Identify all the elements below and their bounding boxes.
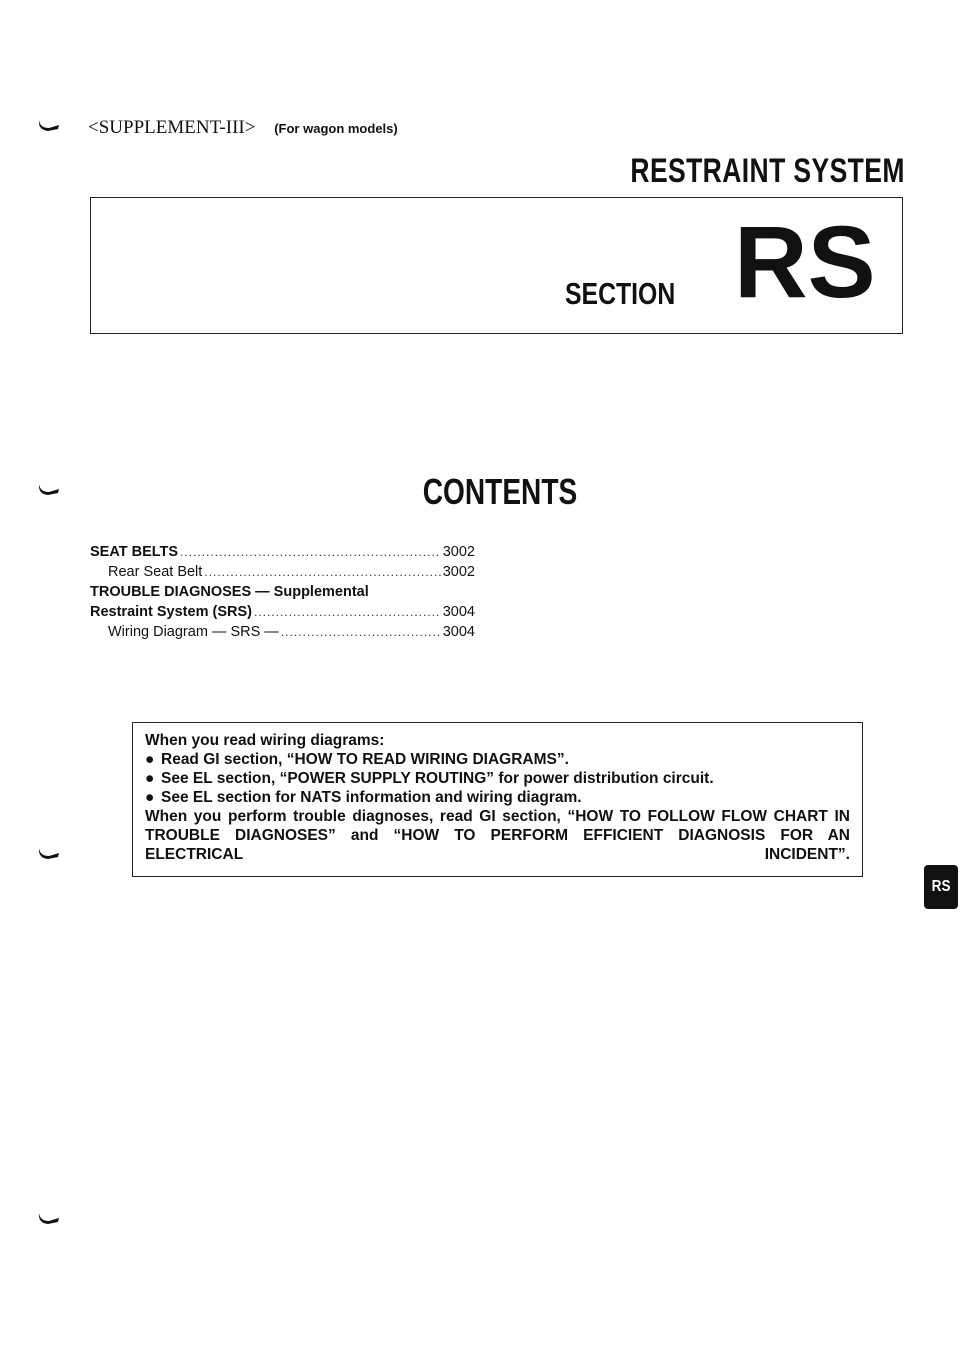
note-bullet-text: See EL section for NATS information and wiring diagram. — [161, 789, 582, 806]
toc-entry[interactable] — [90, 622, 475, 642]
binder-hook-mark — [38, 847, 60, 859]
toc-entry-title: Restraint System (SRS) — [90, 604, 252, 620]
supplement-header — [88, 117, 398, 139]
section-code: RS — [734, 205, 876, 319]
model-note: (For wagon models) — [274, 121, 398, 136]
binder-hook-mark — [38, 1212, 60, 1224]
toc-leader-dots — [281, 622, 441, 642]
note-paragraph: When you perform trouble diagnoses, read GI section, “HOW TO FOLLOW FLOW CHART IN TROUBLE DIAGNOSES” and “HOW TO PERFORM EFFICIENT DIAGNOSIS FOR AN ELECTRICAL INCIDENT”. — [145, 808, 850, 863]
bullet-icon: ● — [145, 751, 155, 768]
toc-entry-title: Wiring Diagram — SRS — — [108, 624, 279, 640]
toc-leader-dots — [254, 602, 441, 622]
toc-entry-page: 3002 — [442, 544, 475, 560]
bullet-icon: ● — [145, 770, 155, 787]
toc-entry-title: SEAT BELTS — [90, 544, 179, 560]
toc-entry-page: 3004 — [442, 604, 475, 620]
wiring-diagram-note-box — [132, 722, 863, 877]
toc-entry[interactable] — [90, 562, 475, 582]
toc-leader-dots — [204, 562, 440, 582]
section-tab-label: RS — [931, 878, 951, 895]
table-of-contents — [90, 542, 475, 642]
note-bullet — [145, 750, 850, 769]
note-bullet-text: See EL section, “POWER SUPPLY ROUTING” for power distribution circuit. — [161, 770, 714, 787]
toc-entry[interactable] — [90, 542, 475, 562]
section-word: SECTION — [565, 276, 676, 311]
toc-entry-title: Rear Seat Belt — [108, 564, 203, 580]
binder-hook-mark — [38, 483, 60, 495]
toc-entry-page: 3004 — [442, 624, 475, 640]
note-bullet-text: Read GI section, “HOW TO READ WIRING DIAGRAMS”. — [161, 751, 569, 768]
toc-entry[interactable] — [90, 602, 475, 622]
toc-leader-dots — [180, 542, 441, 562]
note-bullet — [145, 788, 850, 807]
toc-entry-title: TROUBLE DIAGNOSES — Supplemental — [90, 584, 369, 600]
contents-title: CONTENTS — [422, 471, 578, 512]
section-tab-rs[interactable] — [924, 865, 958, 909]
note-bullet — [145, 769, 850, 788]
toc-entry-page: 3002 — [442, 564, 475, 580]
bullet-icon: ● — [145, 789, 155, 806]
toc-entry — [90, 582, 475, 602]
section-title: RESTRAINT SYSTEM — [630, 152, 905, 190]
supplement-label: <SUPPLEMENT-III> — [88, 117, 256, 138]
note-intro: When you read wiring diagrams: — [145, 732, 385, 749]
binder-hook-mark — [38, 119, 60, 131]
